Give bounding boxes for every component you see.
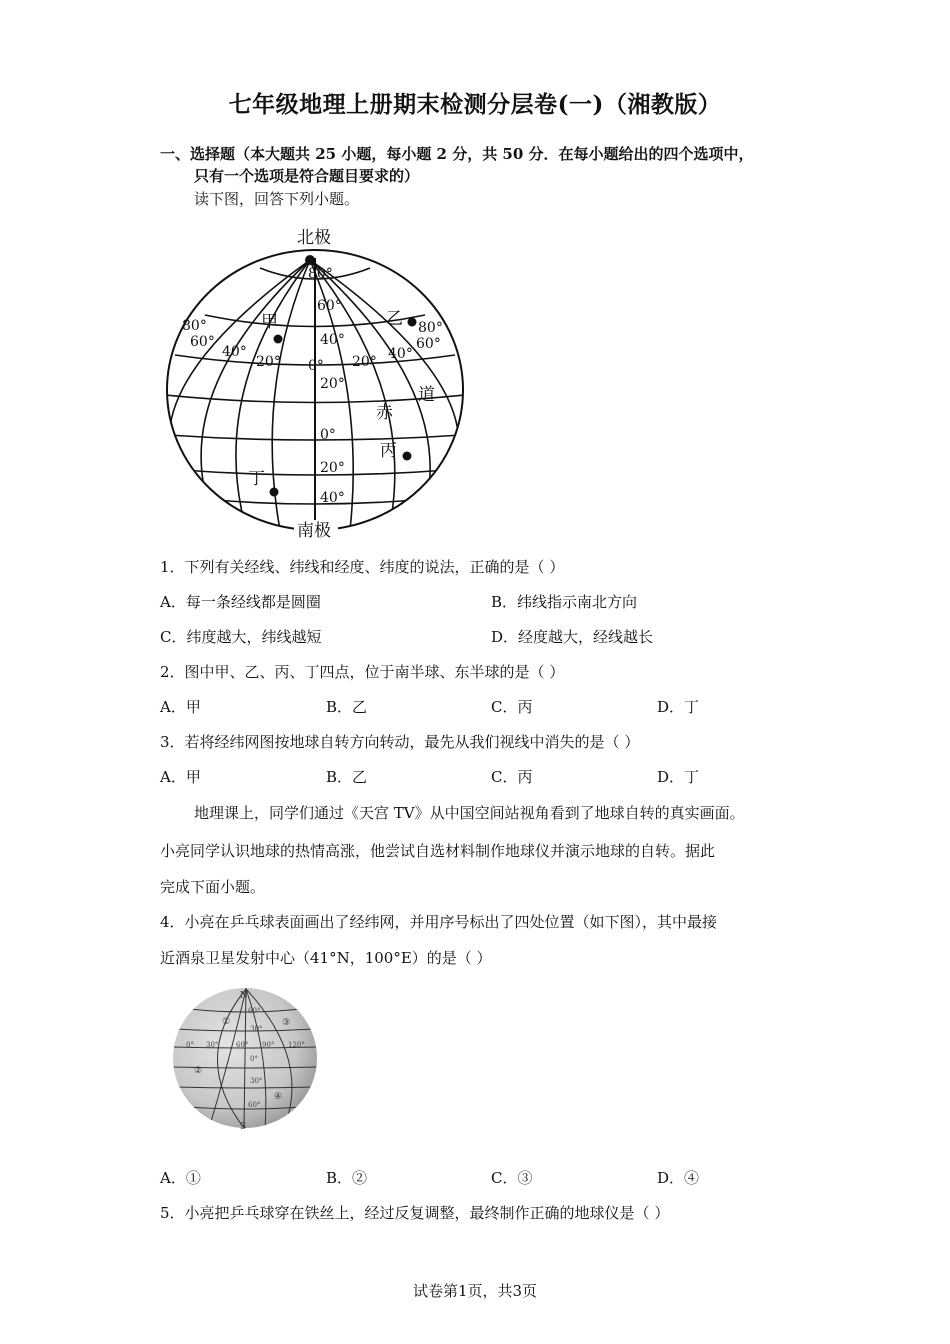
question-3-stem: 3．若将经纬网图按地球自转方向转动，最先从我们视线中消失的是（ ） (160, 733, 640, 751)
pingpong-marker-1: ① (222, 1017, 231, 1027)
pingpong-lat-60n: 60° (248, 1007, 261, 1015)
lon-e80-label: 80° (418, 320, 443, 336)
question-1-option-b[interactable]: B．纬线指示南北方向 (491, 593, 638, 611)
question-4-option-d[interactable]: D．④ (657, 1169, 700, 1187)
point-ding-dot (270, 488, 279, 497)
question-2-stem: 2．图中甲、乙、丙、丁四点，位于南半球、东半球的是（ ） (160, 663, 565, 681)
north-pole-dot (305, 255, 315, 265)
pingpong-marker-4: ④ (274, 1092, 283, 1102)
section-heading (160, 143, 820, 187)
passage-line-2: 小亮同学认识地球的热情高涨，他尝试自选材料制作地球仪并演示地球的自转。据此 (160, 842, 716, 860)
pingpong-lat-30s: 30° (250, 1077, 263, 1085)
pingpong-globe-svg (170, 985, 320, 1133)
lon-w60-label: 60° (190, 334, 215, 350)
question-4-option-b[interactable]: B．② (326, 1169, 368, 1187)
question-3-option-c[interactable]: C．丙 (491, 768, 533, 786)
question-3-option-d[interactable]: D．丁 (657, 768, 700, 786)
pingpong-lon-30: 30° (206, 1041, 219, 1049)
intro-text: 读下图，回答下列小题。 (194, 190, 360, 208)
lat-s20-label: 20° (320, 460, 345, 476)
point-bing-label: 丙 (380, 441, 397, 461)
lat-20-label: 20° (320, 376, 345, 392)
question-5-stem: 5．小亮把乒乓球穿在铁丝上，经过反复调整，最终制作正确的地球仪是（ ） (160, 1204, 670, 1222)
lat-0-label: 0° (320, 427, 336, 443)
lat-80-label: 80° (308, 266, 333, 282)
pingpong-lat-60s: 60° (248, 1101, 261, 1109)
page-footer: 试卷第1页，共3页 (412, 1282, 538, 1300)
section-heading-line2: 只有一个选项是符合题目要求的） (194, 167, 420, 185)
point-yi-dot (408, 318, 417, 327)
pingpong-marker-3: ③ (282, 1018, 291, 1028)
equator-label-dao: 道 (418, 385, 435, 405)
lon-0-label: 0° (308, 358, 324, 374)
globe-grid-svg (160, 220, 470, 540)
page-title: 七年级地理上册期末检测分层卷(一)（湘教版） (228, 91, 722, 118)
question-1-option-c[interactable]: C．纬度越大，纬线越短 (160, 628, 322, 646)
lon-e60-label: 60° (416, 336, 441, 352)
question-3-option-b[interactable]: B．乙 (326, 768, 368, 786)
question-4-option-c[interactable]: C．③ (491, 1169, 533, 1187)
south-pole-label: 南极 (297, 521, 331, 540)
equator-label-chi: 赤 (376, 403, 393, 423)
lat-40-label: 40° (320, 332, 345, 348)
question-4-option-a[interactable]: A．① (160, 1169, 201, 1187)
point-ding-label: 丁 (248, 469, 265, 489)
globe-grid-figure (160, 220, 470, 540)
point-bing-dot (403, 452, 412, 461)
question-2-option-a[interactable]: A．甲 (160, 698, 201, 716)
pingpong-lon-120: 120° (288, 1041, 305, 1049)
point-jia-dot (274, 335, 283, 344)
lon-e20-label: 20° (352, 354, 377, 370)
pingpong-lon-60: 60° (236, 1041, 249, 1049)
pingpong-globe-figure (170, 985, 320, 1133)
lon-w40-label: 40° (222, 344, 247, 360)
pingpong-lon-0: 0° (186, 1041, 194, 1049)
lon-w80-label: 80° (182, 318, 207, 334)
question-4-stem-line2: 近酒泉卫星发射中心（41°N，100°E）的是（ ） (160, 949, 492, 967)
passage-line-3: 完成下面小题。 (160, 878, 266, 896)
pingpong-lat-30n: 30° (250, 1025, 263, 1033)
passage-line-1: 地理课上，同学们通过《天宫 TV》从中国空间站视角看到了地球自转的真实画面。 (194, 804, 745, 822)
question-3-option-a[interactable]: A．甲 (160, 768, 201, 786)
question-1-option-d[interactable]: D．经度越大，经线越长 (491, 628, 654, 646)
question-4-stem-line1: 4．小亮在乒乓球表面画出了经纬网，并用序号标出了四处位置（如下图），其中最接 (160, 913, 718, 931)
question-1-option-a[interactable]: A．每一条经线都是圆圈 (160, 593, 321, 611)
question-2-option-c[interactable]: C．丙 (491, 698, 533, 716)
lon-e40-label: 40° (388, 346, 413, 362)
lon-w20-label: 20° (256, 354, 281, 370)
point-yi-label: 乙 (386, 309, 403, 329)
question-2-option-b[interactable]: B．乙 (326, 698, 368, 716)
lat-s40-label: 40° (320, 490, 345, 506)
pingpong-marker-2: ② (194, 1066, 203, 1076)
point-jia-label: 甲 (261, 312, 278, 332)
north-pole-label: 北极 (297, 228, 331, 248)
question-2-option-d[interactable]: D．丁 (657, 698, 700, 716)
pingpong-north-label: N (240, 991, 248, 1001)
pingpong-lon-90: 90° (262, 1041, 275, 1049)
pingpong-south-label: S (240, 1122, 247, 1132)
section-heading-line1: 一、选择题（本大题共 25 小题，每小题 2 分，共 50 分．在每小题给出的四个选项中， (160, 145, 754, 163)
question-1-stem: 1．下列有关经线、纬线和经度、纬度的说法，正确的是（ ） (160, 558, 565, 576)
lat-60-label: 60° (317, 298, 342, 314)
pingpong-lat-0: 0° (250, 1055, 258, 1063)
